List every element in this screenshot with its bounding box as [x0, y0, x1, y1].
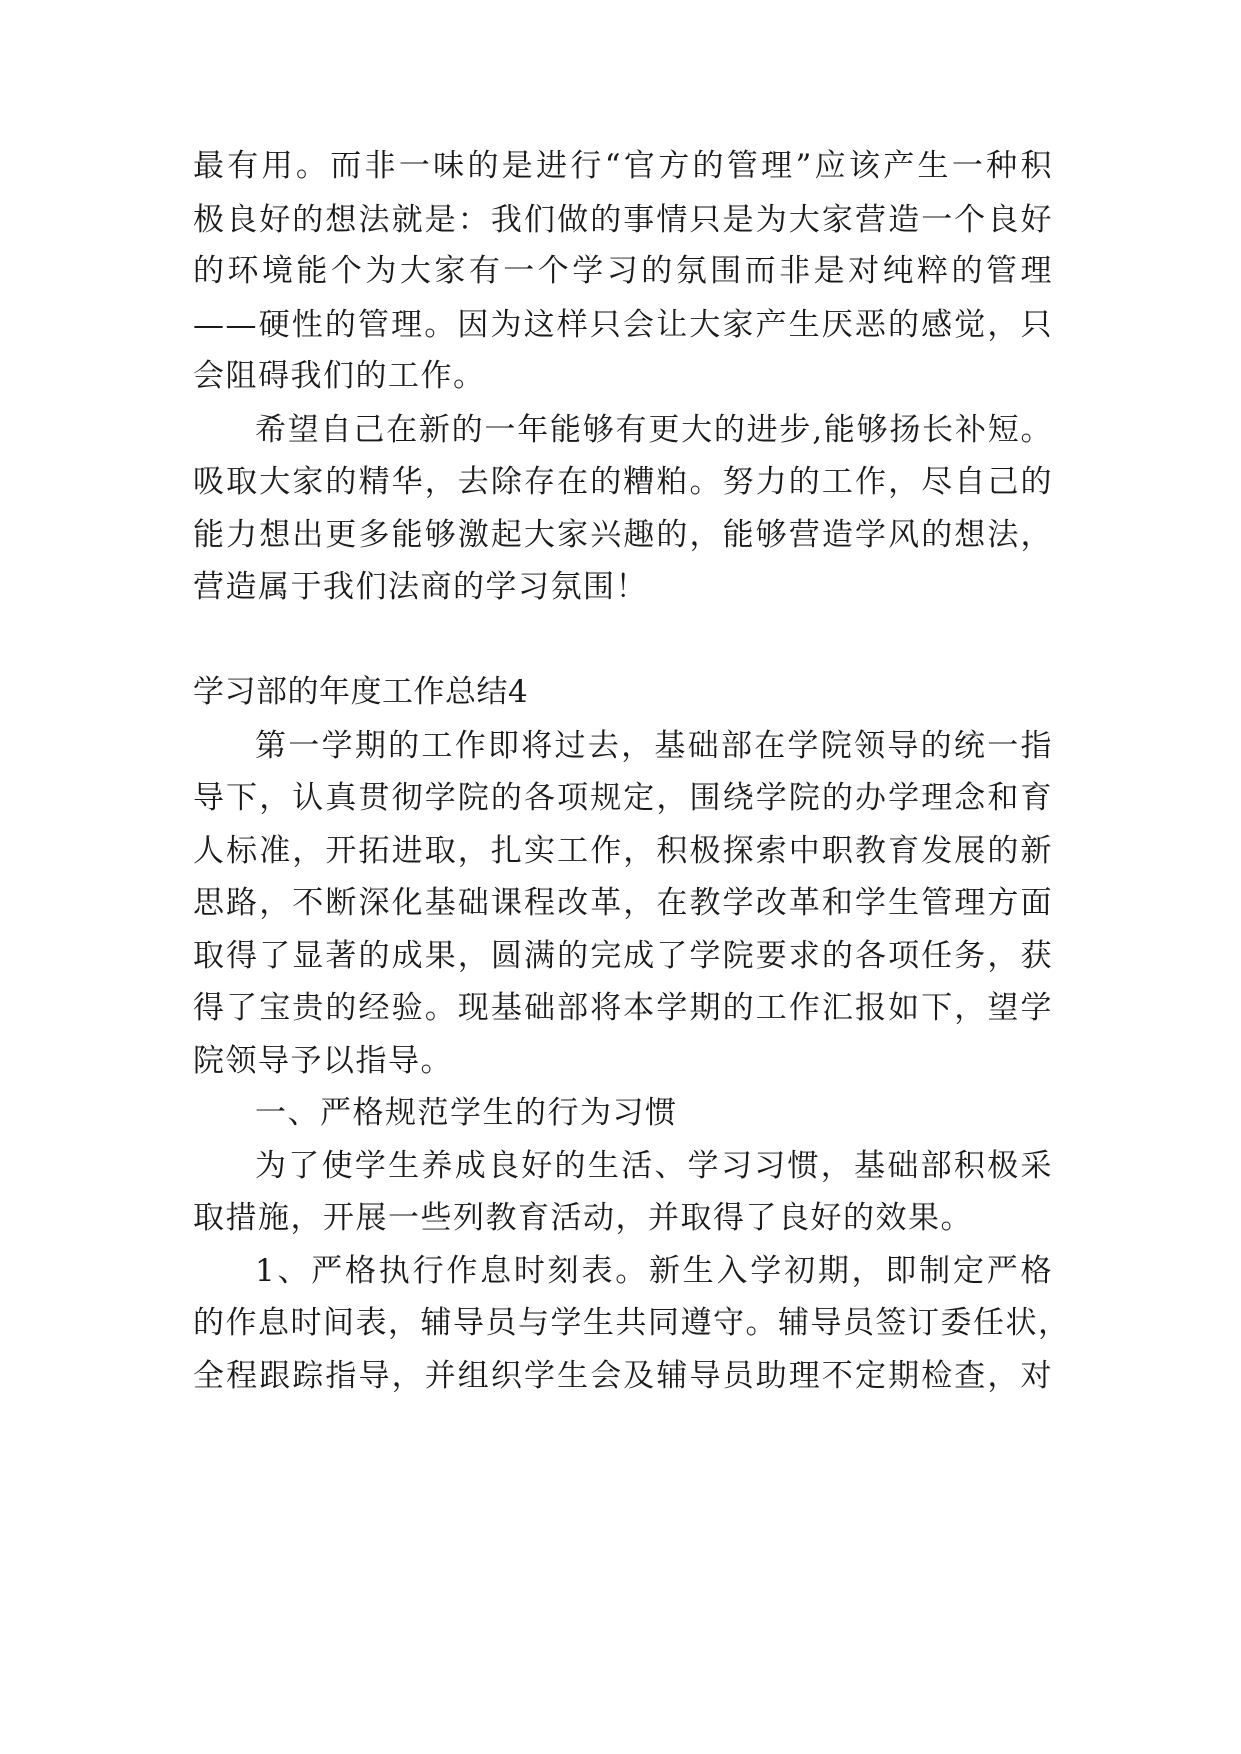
paragraph-3-line-1: 第一学期的工作即将过去，基础部在学院领导的统一指: [255, 728, 1053, 764]
paragraph-3-line-7: 院领导予以指导。: [193, 1043, 453, 1079]
paragraph-1-line-2: 极良好的想法就是：我们做的事情只是为大家营造一个良好: [193, 202, 1053, 238]
paragraph-4-line-2: 取措施，开展一些列教育活动，并取得了良好的效果。: [193, 1200, 973, 1236]
paragraph-5-line-3: 全程跟踪指导，并组织学生会及辅导员助理不定期检查，对: [193, 1358, 1053, 1394]
subheading-1: 一、严格规范学生的行为习惯: [255, 1095, 678, 1131]
paragraph-2-line-3: 能力想出更多能够激起大家兴趣的，能够营造学风的想法，: [193, 517, 1053, 553]
paragraph-5-line-2: 的作息时间表，辅导员与学生共同遵守。辅导员签订委任状，: [193, 1305, 1071, 1341]
paragraph-3-line-3: 人标准，开拓进取，扎实工作，积极探索中职教育发展的新: [193, 833, 1053, 869]
paragraph-1-line-4: ——硬性的管理。因为这样只会让大家产生厌恶的感觉，只: [193, 307, 1053, 343]
paragraph-4-line-1: 为了使学生养成良好的生活、学习习惯，基础部积极采: [255, 1148, 1053, 1184]
paragraph-3-line-4: 思路，不断深化基础课程改革，在教学改革和学生管理方面: [193, 885, 1053, 921]
paragraph-5-line-1: 1、严格执行作息时刻表。新生入学初期，即制定严格: [255, 1253, 1053, 1289]
paragraph-3-line-6: 得了宝贵的经验。现基础部将本学期的工作汇报如下，望学: [193, 990, 1053, 1026]
paragraph-1-line-3: 的环境能个为大家有一个学习的氛围而非是对纯粹的管理: [193, 253, 1053, 289]
paragraph-2-line-2: 吸取大家的精华，去除存在的糟粕。努力的工作，尽自己的: [193, 464, 1053, 500]
paragraph-1-line-5: 会阻碍我们的工作。: [193, 358, 486, 394]
paragraph-1-line-1: 最有用。而非一味的是进行“官方的管理”应该产生一种积: [193, 148, 1053, 184]
paragraph-2-line-1: 希望自己在新的一年能够有更大的进步,能够扬长补短。: [255, 412, 1053, 448]
paragraph-3-line-2: 导下，认真贯彻学院的各项规定，围绕学院的办学理念和育: [193, 780, 1053, 816]
section-title: 学习部的年度工作总结4: [193, 674, 529, 710]
paragraph-2-line-4: 营造属于我们法商的学习氛围！: [193, 569, 648, 605]
paragraph-3-line-5: 取得了显著的成果，圆满的完成了学院要求的各项任务，获: [193, 938, 1053, 974]
